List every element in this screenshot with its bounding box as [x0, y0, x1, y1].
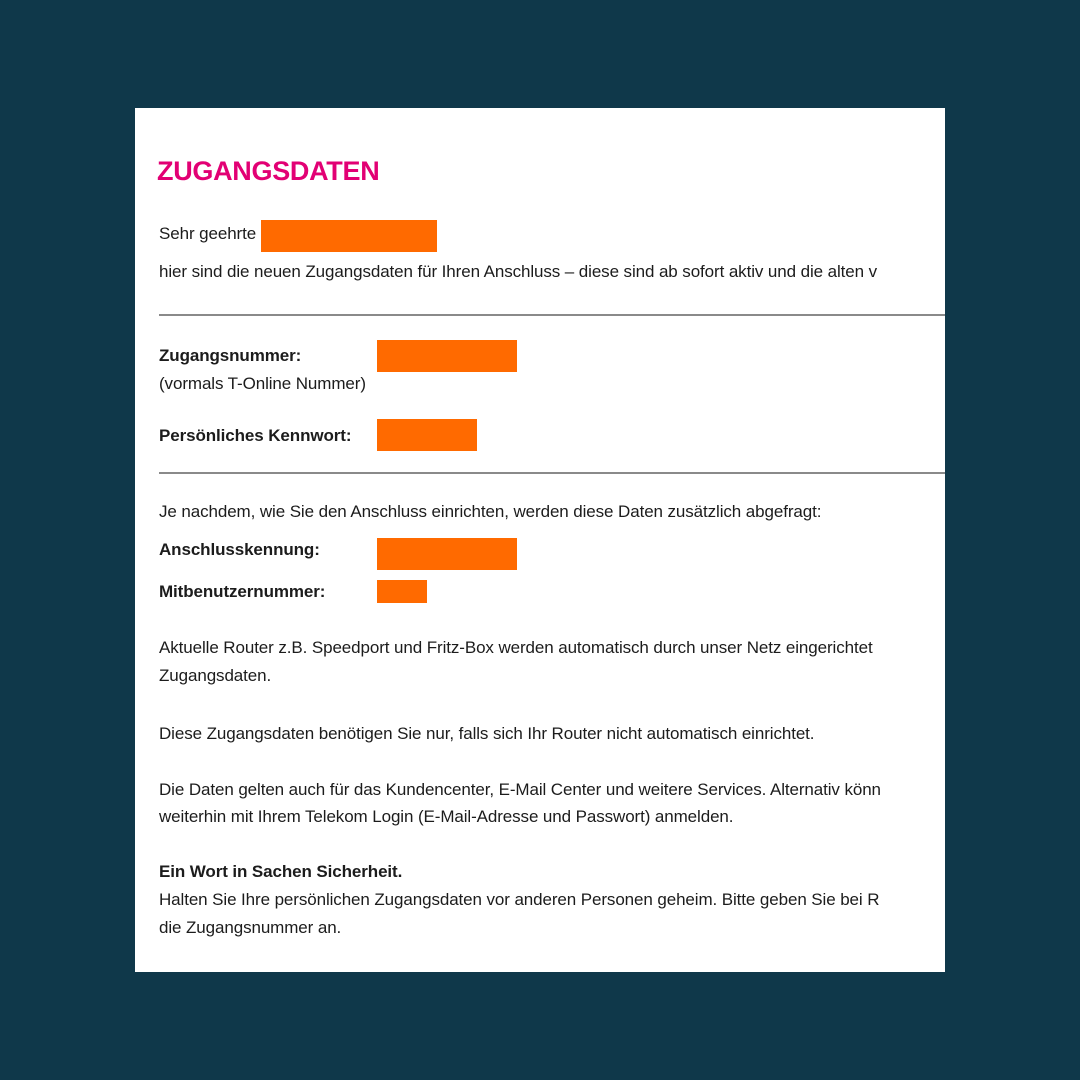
divider-top — [159, 314, 945, 316]
redacted-zugangsnummer — [377, 340, 517, 372]
access-data-letter — [135, 108, 945, 972]
security-paragraph-line1: Halten Sie Ihre persönlichen Zugangsdaten vor anderen Personen geheim. Bitte geben Sie bei R — [159, 890, 880, 909]
security-paragraph-line2: die Zugangsnummer an. — [159, 918, 342, 937]
anschlusskennung-label: Anschlusskennung: — [159, 540, 320, 559]
page-title: ZUGANGSDATEN — [157, 156, 380, 186]
intro-text: hier sind die neuen Zugangsdaten für Ihren Anschluss – diese sind ab sofort aktiv und die alten v — [159, 262, 877, 281]
additional-data-intro: Je nachdem, wie Sie den Anschluss einrichten, werden diese Daten zusätzlich abgefragt: — [159, 502, 822, 521]
redacted-kennwort — [377, 419, 477, 451]
security-heading: Ein Wort in Sachen Sicherheit. — [159, 862, 403, 881]
redacted-recipient-name — [261, 220, 437, 252]
kennwort-label: Persönliches Kennwort: — [159, 426, 352, 445]
needed-paragraph: Diese Zugangsdaten benötigen Sie nur, falls sich Ihr Router nicht automatisch einrichtet. — [159, 724, 815, 743]
router-paragraph-line2: Zugangsdaten. — [159, 666, 272, 685]
services-paragraph-line1: Die Daten gelten auch für das Kundencenter, E-Mail Center und weitere Services. Alternativ könn — [159, 780, 881, 799]
greeting-text: Sehr geehrte — [159, 224, 257, 243]
divider-middle — [159, 472, 945, 474]
redacted-anschlusskennung — [377, 538, 517, 570]
zugangsnummer-note: (vormals T-Online Nummer) — [159, 374, 366, 393]
redacted-mitbenutzernummer — [377, 580, 427, 603]
router-paragraph-line1: Aktuelle Router z.B. Speedport und Fritz-Box werden automatisch durch unser Netz eingerichtet — [159, 638, 873, 657]
zugangsnummer-label: Zugangsnummer: — [159, 346, 302, 365]
mitbenutzernummer-label: Mitbenutzernummer: — [159, 582, 326, 601]
services-paragraph-line2: weiterhin mit Ihrem Telekom Login (E-Mail-Adresse und Passwort) anmelden. — [159, 807, 734, 826]
